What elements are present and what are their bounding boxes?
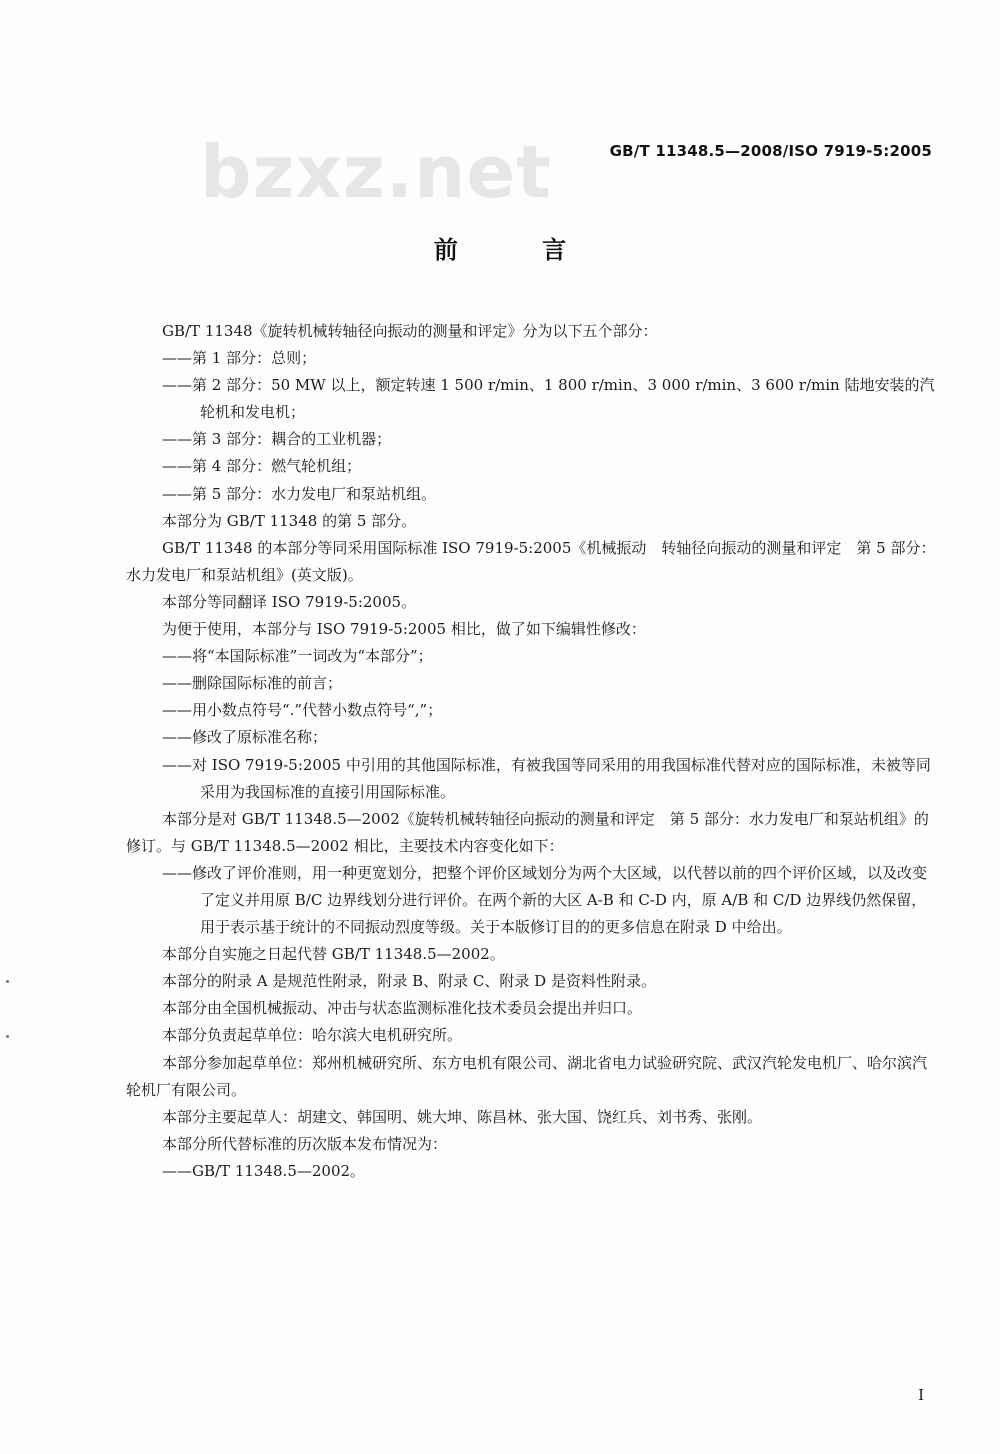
paragraph: 为便于使用，本部分与 ISO 7919-5:2005 相比，做了如下编辑性修改： (162, 620, 646, 639)
list-item: ——第 2 部分：50 MW 以上，额定转速 1 500 r/min、1 800 r/min、3 000 r/min、3 600 r/min 陆地安装的汽轮机和发电机； (162, 376, 935, 422)
list-item: ——将“本国际标准”一词改为“本部分”； (162, 647, 433, 666)
paragraph: 本部分等同翻译 ISO 7919-5:2005。 (162, 592, 417, 611)
paragraph: GB/T 11348 的本部分等同采用国际标准 ISO 7919-5:2005《机械振动 转轴径向振动的测量和评定 第 5 部分：水力发电厂和泵站机组》(英文版)。 (126, 538, 936, 584)
list-item: ——GB/T 11348.5—2002。 (162, 1161, 366, 1180)
list-item: ——修改了评价准则，用一种更宽划分，把整个评价区域划分为两个大区域，以代替以前的四个评价区域，以及改变了定义并用原 B/C 边界线划分进行评价。在两个新的大区 A-B 和 C-D 内，原 A/B 和 C/D 边界线仍然保留，用于表示基于统计的不同振动烈度等级。关于本版修订目的的更多信息在附录 D 中给出。 (162, 863, 928, 937)
paragraph: GB/T 11348《旋转机械转轴径向振动的测量和评定》分为以下五个部分： (162, 322, 658, 340)
list-item: ——用小数点符号“.”代替小数点符号“,”； (162, 701, 443, 720)
list-item: ——第 5 部分：水力发电厂和泵站机组。 (162, 484, 437, 503)
scan-speck (6, 1035, 9, 1038)
paragraph: 本部分自实施之日起代替 GB/T 11348.5—2002。 (162, 945, 505, 964)
paragraph: 本部分负责起草单位：哈尔滨大电机研究所。 (162, 1026, 463, 1045)
paragraph: 本部分参加起草单位：郑州机械研究所、东方电机有限公司、湖北省电力试验研究院、武汉汽轮发电机厂、哈尔滨汽轮机厂有限公司。 (126, 1053, 928, 1099)
paragraph: 本部分主要起草人：胡建文、韩国明、姚大坤、陈昌林、张大国、饶红兵、刘书秀、张刚。 (162, 1107, 763, 1126)
paragraph: 本部分是对 GB/T 11348.5—2002《旋转机械转轴径向振动的测量和评定 第 5 部分：水力发电厂和泵站机组》的修订。与 GB/T 11348.5—2002 相比，主要技术内容变化如下： (126, 809, 929, 855)
page-number: I (918, 1386, 924, 1404)
list-item: ——修改了原标准名称； (162, 728, 328, 747)
list-item: ——第 3 部分：耦合的工业机器； (162, 430, 392, 449)
paragraph: 本部分所代替标准的历次版本发布情况为： (162, 1134, 448, 1153)
paragraph: 本部分的附录 A 是规范性附录，附录 B、附录 C、附录 D 是资料性附录。 (162, 972, 656, 991)
list-item: ——对 ISO 7919-5:2005 中引用的其他国际标准，有被我国等同采用的用我国标准代替对应的国际标准，未被等同采用为我国标准的直接引用国际标准。 (162, 755, 931, 801)
watermark: bzxz.net (200, 130, 552, 214)
page-title: 前 言 (433, 236, 605, 264)
paragraph: 本部分由全国机械振动、冲击与状态监测标准化技术委员会提出并归口。 (162, 999, 643, 1018)
document-body (126, 318, 936, 1185)
scan-speck (6, 980, 9, 983)
list-item: ——第 1 部分：总则； (162, 349, 317, 368)
standard-code: GB/T 11348.5—2008/ISO 7919-5:2005 (609, 142, 932, 160)
paragraph: 本部分为 GB/T 11348 的第 5 部分。 (162, 511, 417, 530)
list-item: ——删除国际标准的前言； (162, 674, 343, 693)
list-item: ——第 4 部分：燃气轮机组； (162, 457, 362, 476)
